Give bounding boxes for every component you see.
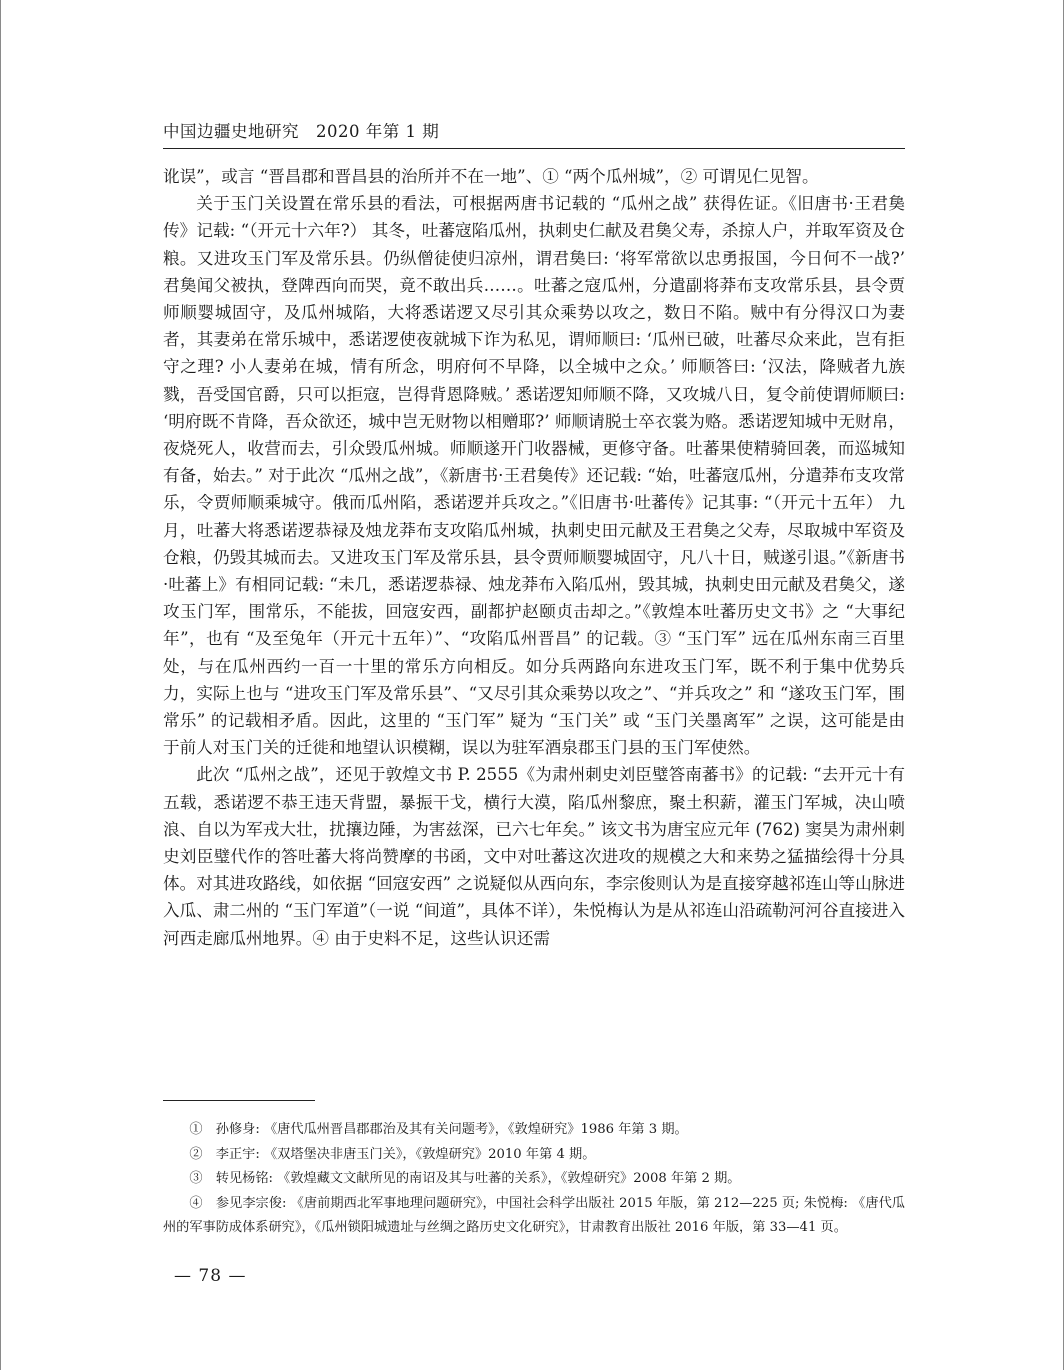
paragraph-continued: 讹误”，或言 “晋昌郡和晋昌县的治所并不在一地”、① “两个瓜州城”，② 可谓见仁见智。 <box>163 167 819 186</box>
main-text <box>163 163 905 952</box>
footnote: ③ 转见杨铭: 《敦煌藏文文献所见的南诏及其与吐蕃的关系》，《敦煌研究》2008 年第 2 期。 <box>189 1171 741 1186</box>
paragraph: 关于玉门关设置在常乐县的看法，可根据两唐书记载的 “瓜州之战” 获得佐证。《旧唐书·王君㚟传》记载: “（开元十六年?） 其冬，吐蕃寇陷瓜州，执刺史仁献及君㚟父寿，杀掠人户，并取军资及仓粮。又进攻玉门军及常乐县。仍纵僧徒使归凉州，谓君㚟曰: ‘将军常欲以忠勇报国，今日何不一战?’ 君㚟闻父被执，登陴西向而哭，竟不敢出兵……。吐蕃之寇瓜州，分遣副将莽布支攻常乐县，县令贾师顺婴城固守，及瓜州城陷，大将悉诺逻又尽引其众乘势以攻之，数日不陷。贼中有分得汉口为妻者，其妻弟在常乐城中，悉诺逻使夜就城下诈为私见，谓师顺曰: ‘瓜州已破，吐蕃尽众来此，岂有拒守之理? 小人妻弟在城，情有所念，明府何不早降，以全城中之众。’ 师顺答曰: ‘汉法，降贼者九族戮，吾受国官爵，只可以拒寇，岂得背恩降贼。’ 悉诺逻知师顺不降，又攻城八日，复令前使谓师顺曰: ‘明府既不肯降，吾众欲还，城中岂无财物以相赠耶?’ 师顺请脱士卒衣裳为赂。悉诺逻知城中无财帛，夜烧死人，收营而去，引众毁瓜州城。师顺遂开门收器械，更修守备。吐蕃果使精骑回袭，而巡城知有备，始去。” 对于此次 “瓜州之战”，《新唐书·王君㚟传》还记载: “始，吐蕃寇瓜州，分遣莽布支攻常乐，令贾师顺乘城守。俄而瓜州陷，悉诺逻并兵攻之。”《旧唐书·吐蕃传》记其事: “（开元十五年） 九月，吐蕃大将悉诺逻恭禄及烛龙莽布支攻陷瓜州城，执刺史田元献及王君㚟之父寿，尽取城中军资及仓粮，仍毁其城而去。又进攻玉门军及常乐县，县令贾师顺婴城固守，凡八十日，贼遂引退。”《新唐书·吐蕃上》有相同记载: “未几，悉诺逻恭禄、烛龙莽布入陷瓜州，毁其城，执刺史田元献及君㚟父，遂攻玉门军，围常乐，不能拔，回寇安西，副都护赵颐贞击却之。”《敦煌本吐蕃历史文书》之 “大事纪年”，也有 “及至兔年（开元十五年）”、“攻陷瓜州晋昌” 的记载。③ “玉门军” 远在瓜州东南三百里处，与在瓜州西约一百一十里的常乐方向相反。如分兵两路向东进攻玉门军，既不利于集中优势兵力，实际上也与 “进攻玉门军及常乐县”、“又尽引其众乘势以攻之”、“并兵攻之” 和 “遂攻玉门军，围常乐” 的记载相矛盾。因此，这里的 “玉门军” 疑为 “玉门关” 或 “玉门关墨离军” 之误，这可能是由于前人对玉门关的迁徙和地望认识模糊，误以为驻军酒泉郡玉门县的玉门军使然。 <box>163 194 905 758</box>
paragraph: 此次 “瓜州之战”，还见于敦煌文书 P. 2555《为肃州刺史刘臣璧答南蕃书》的记载: “去开元十有五载，悉诺逻不恭王违天背盟，暴振干戈，横行大漠，陷瓜州黎庶，聚土积薪，灌玉门军城，决山喷浪、自以为军戎大壮，扰攘边陲，为害兹深，已六七年矣。” 该文书为唐宝应元年 (762) 窦昊为肃州刺史刘臣璧代作的答吐蕃大将尚赞摩的书函，文中对吐蕃这次进攻的规模之大和来势之猛描绘得十分具体。对其进攻路线，如依据 “回寇安西” 之说疑似从西向东，李宗俊则认为是直接穿越祁连山等山脉进入瓜、肃二州的 “玉门军道”（一说 “间道”，具体不详），朱悦梅认为是从祁连山沿疏勒河河谷直接进入河西走廊瓜州地界。④ 由于史料不足，这些认识还需 <box>163 765 905 948</box>
footnote: ④ 参见李宗俊: 《唐前期西北军事地理问题研究》，中国社会科学出版社 2015 年版，第 212—225 页; 朱悦梅: 《唐代瓜州的军事防成体系研究》，《瓜州锁阳城遗址与丝绸之路历史文化研究》，甘肃教育出版社 2016 年版，第 33—41 页。 <box>163 1195 905 1235</box>
footnotes <box>163 1118 905 1241</box>
footnote: ① 孙修身: 《唐代瓜州晋昌郡郡治及其有关问题考》，《敦煌研究》1986 年第 3 期。 <box>189 1122 688 1137</box>
footnote: ② 李正宇: 《双塔堡决非唐玉门关》，《敦煌研究》2010 年第 4 期。 <box>189 1146 596 1162</box>
header-rule <box>163 148 905 149</box>
footnote-rule <box>163 1100 315 1101</box>
running-header: 中国边疆史地研究 2020 年第 1 期 <box>163 122 440 141</box>
page-number: — 78 — <box>174 1266 247 1286</box>
